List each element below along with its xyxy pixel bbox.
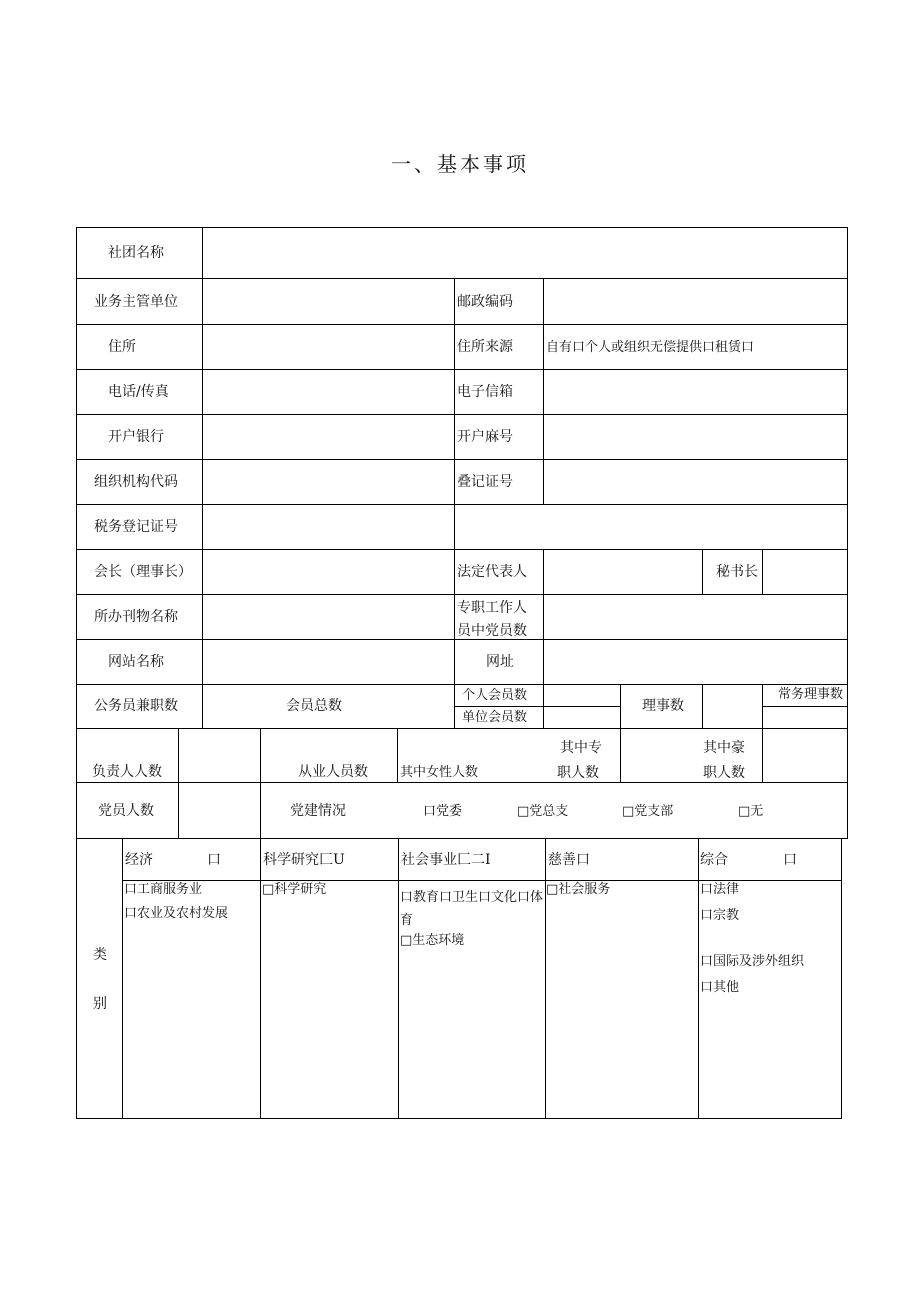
label-org-code: 组织机构代码 [94,474,178,490]
checkbox-religion[interactable]: 口宗教 [700,908,740,923]
label-address-source: 住所来源 [457,339,513,355]
label-secretary-general: 秘书长 [716,564,758,580]
col-divider [398,838,399,1119]
label-parttime-among-line2: 职人数 [703,765,745,781]
col-divider [260,728,261,838]
checkbox-eco-environment[interactable]: □生态环境 [400,933,465,948]
label-reg-no: 叠记证号 [457,474,513,490]
col-divider [202,227,203,728]
col-divider [543,684,544,728]
checkbox-edu-health-culture-sports[interactable]: 口教育口卫生口文化口体育 [400,890,544,928]
label-url: 网址 [486,654,514,670]
label-tax-reg-no: 税务登记证号 [94,519,178,535]
label-parttime-among-line1: 其中豪 [703,740,745,756]
checkbox-other[interactable]: 口其他 [700,980,740,995]
checkbox-commerce-services[interactable]: 口工商服务业 [124,882,203,897]
label-address: 住所 [108,339,136,355]
label-directors: 理事数 [642,698,684,714]
row-divider [76,782,848,783]
col-divider [698,838,699,1119]
category-economy-checkbox[interactable]: 口 [207,852,221,868]
label-unit-members: 单位会员数 [462,710,528,725]
label-party-members: 党员人数 [98,803,154,819]
category-label-char1: 类 [93,947,107,963]
checkbox-social-services[interactable]: □社会服务 [546,882,611,897]
table-border-top [76,227,848,228]
category-comprehensive-checkbox[interactable]: 口 [783,852,797,868]
col-divider [543,278,544,504]
checkbox-international-org[interactable]: 口国际及涉外组织 [700,954,805,969]
row-divider [76,684,848,685]
label-principals: 负责人人数 [92,764,162,780]
category-economy-header[interactable]: 经济 [125,852,153,868]
row-divider [76,369,848,370]
label-postcode: 邮政编码 [457,294,513,310]
page-title: 一、基本事项 [391,152,529,176]
label-supervisor: 业务主管单位 [94,294,178,310]
label-phone-fax: 电话/传真 [108,384,169,400]
label-account-no: 开户麻号 [457,429,513,445]
checkbox-party-general-branch[interactable]: □党总支 [517,804,569,819]
label-party-building: 党建情况 [290,803,346,819]
label-individual-members: 个人会员数 [462,688,528,703]
label-legal-rep: 法定代表人 [457,564,527,580]
category-label-char2: 别 [93,996,107,1012]
label-fulltime-party-line1: 专职工作人 [457,600,527,616]
table-border-left [76,227,77,1119]
col-divider [543,549,544,684]
checkbox-party-committee[interactable]: 口党委 [423,804,463,819]
table-border-right [841,838,842,1119]
col-divider [260,838,261,1119]
col-divider [397,728,398,782]
col-divider [762,549,763,594]
table-border-right [847,227,848,838]
row-divider [76,324,848,325]
label-standing-directors: 常务理事数 [778,687,844,702]
col-divider [545,838,546,1119]
label-total-members: 会员总数 [286,698,342,714]
col-divider [122,838,123,1119]
label-bank: 开户银行 [108,429,164,445]
checkbox-party-branch[interactable]: □党支部 [622,804,674,819]
checkbox-party-none[interactable]: □无 [738,804,764,819]
col-divider [702,684,703,728]
row-divider [76,838,848,839]
row-divider [76,459,848,460]
row-divider [762,706,848,707]
label-president: 会长（理事长） [94,564,192,580]
label-employees: 从业人员数 [298,764,368,780]
row-divider [454,706,620,707]
col-divider [762,684,763,782]
checkbox-law[interactable]: 口法律 [700,882,740,897]
label-fulltime-among-line1: 其中专 [560,740,602,756]
row-divider [76,549,848,550]
label-fulltime-among-line2: 职人数 [557,765,599,781]
col-divider [178,728,179,838]
col-divider [454,278,455,728]
category-social-header[interactable]: 社会事业匚二I [401,852,491,868]
row-divider [76,504,848,505]
address-source-options: 自有口个人或组织无偿提供口租赁口 [546,340,755,355]
col-divider [702,549,703,594]
row-divider [76,728,848,729]
label-civil-servant-part-time: 公务员兼职数 [94,698,178,714]
checkbox-scientific-research[interactable]: □科学研究 [262,882,327,897]
checkbox-agriculture-rural[interactable]: 口农业及农村发展 [124,906,229,921]
label-fulltime-party-line2: 员中党员数 [457,623,527,639]
category-charity-header[interactable]: 慈善口 [548,852,590,868]
col-divider [620,684,621,782]
label-org-name: 社团名称 [108,245,164,261]
label-female-among: 其中女性人数 [400,765,479,780]
row-divider [76,278,848,279]
category-science-header[interactable]: 科学研究匚U [263,852,345,868]
label-email: 电子信箱 [457,384,513,400]
label-publication: 所办刊物名称 [94,609,178,625]
row-divider [76,639,848,640]
category-comprehensive-header[interactable]: 综合 [700,852,728,868]
table-border-bottom [76,1118,842,1119]
label-website-name: 网站名称 [108,654,164,670]
row-divider [76,414,848,415]
row-divider [122,880,842,881]
row-divider [76,594,848,595]
